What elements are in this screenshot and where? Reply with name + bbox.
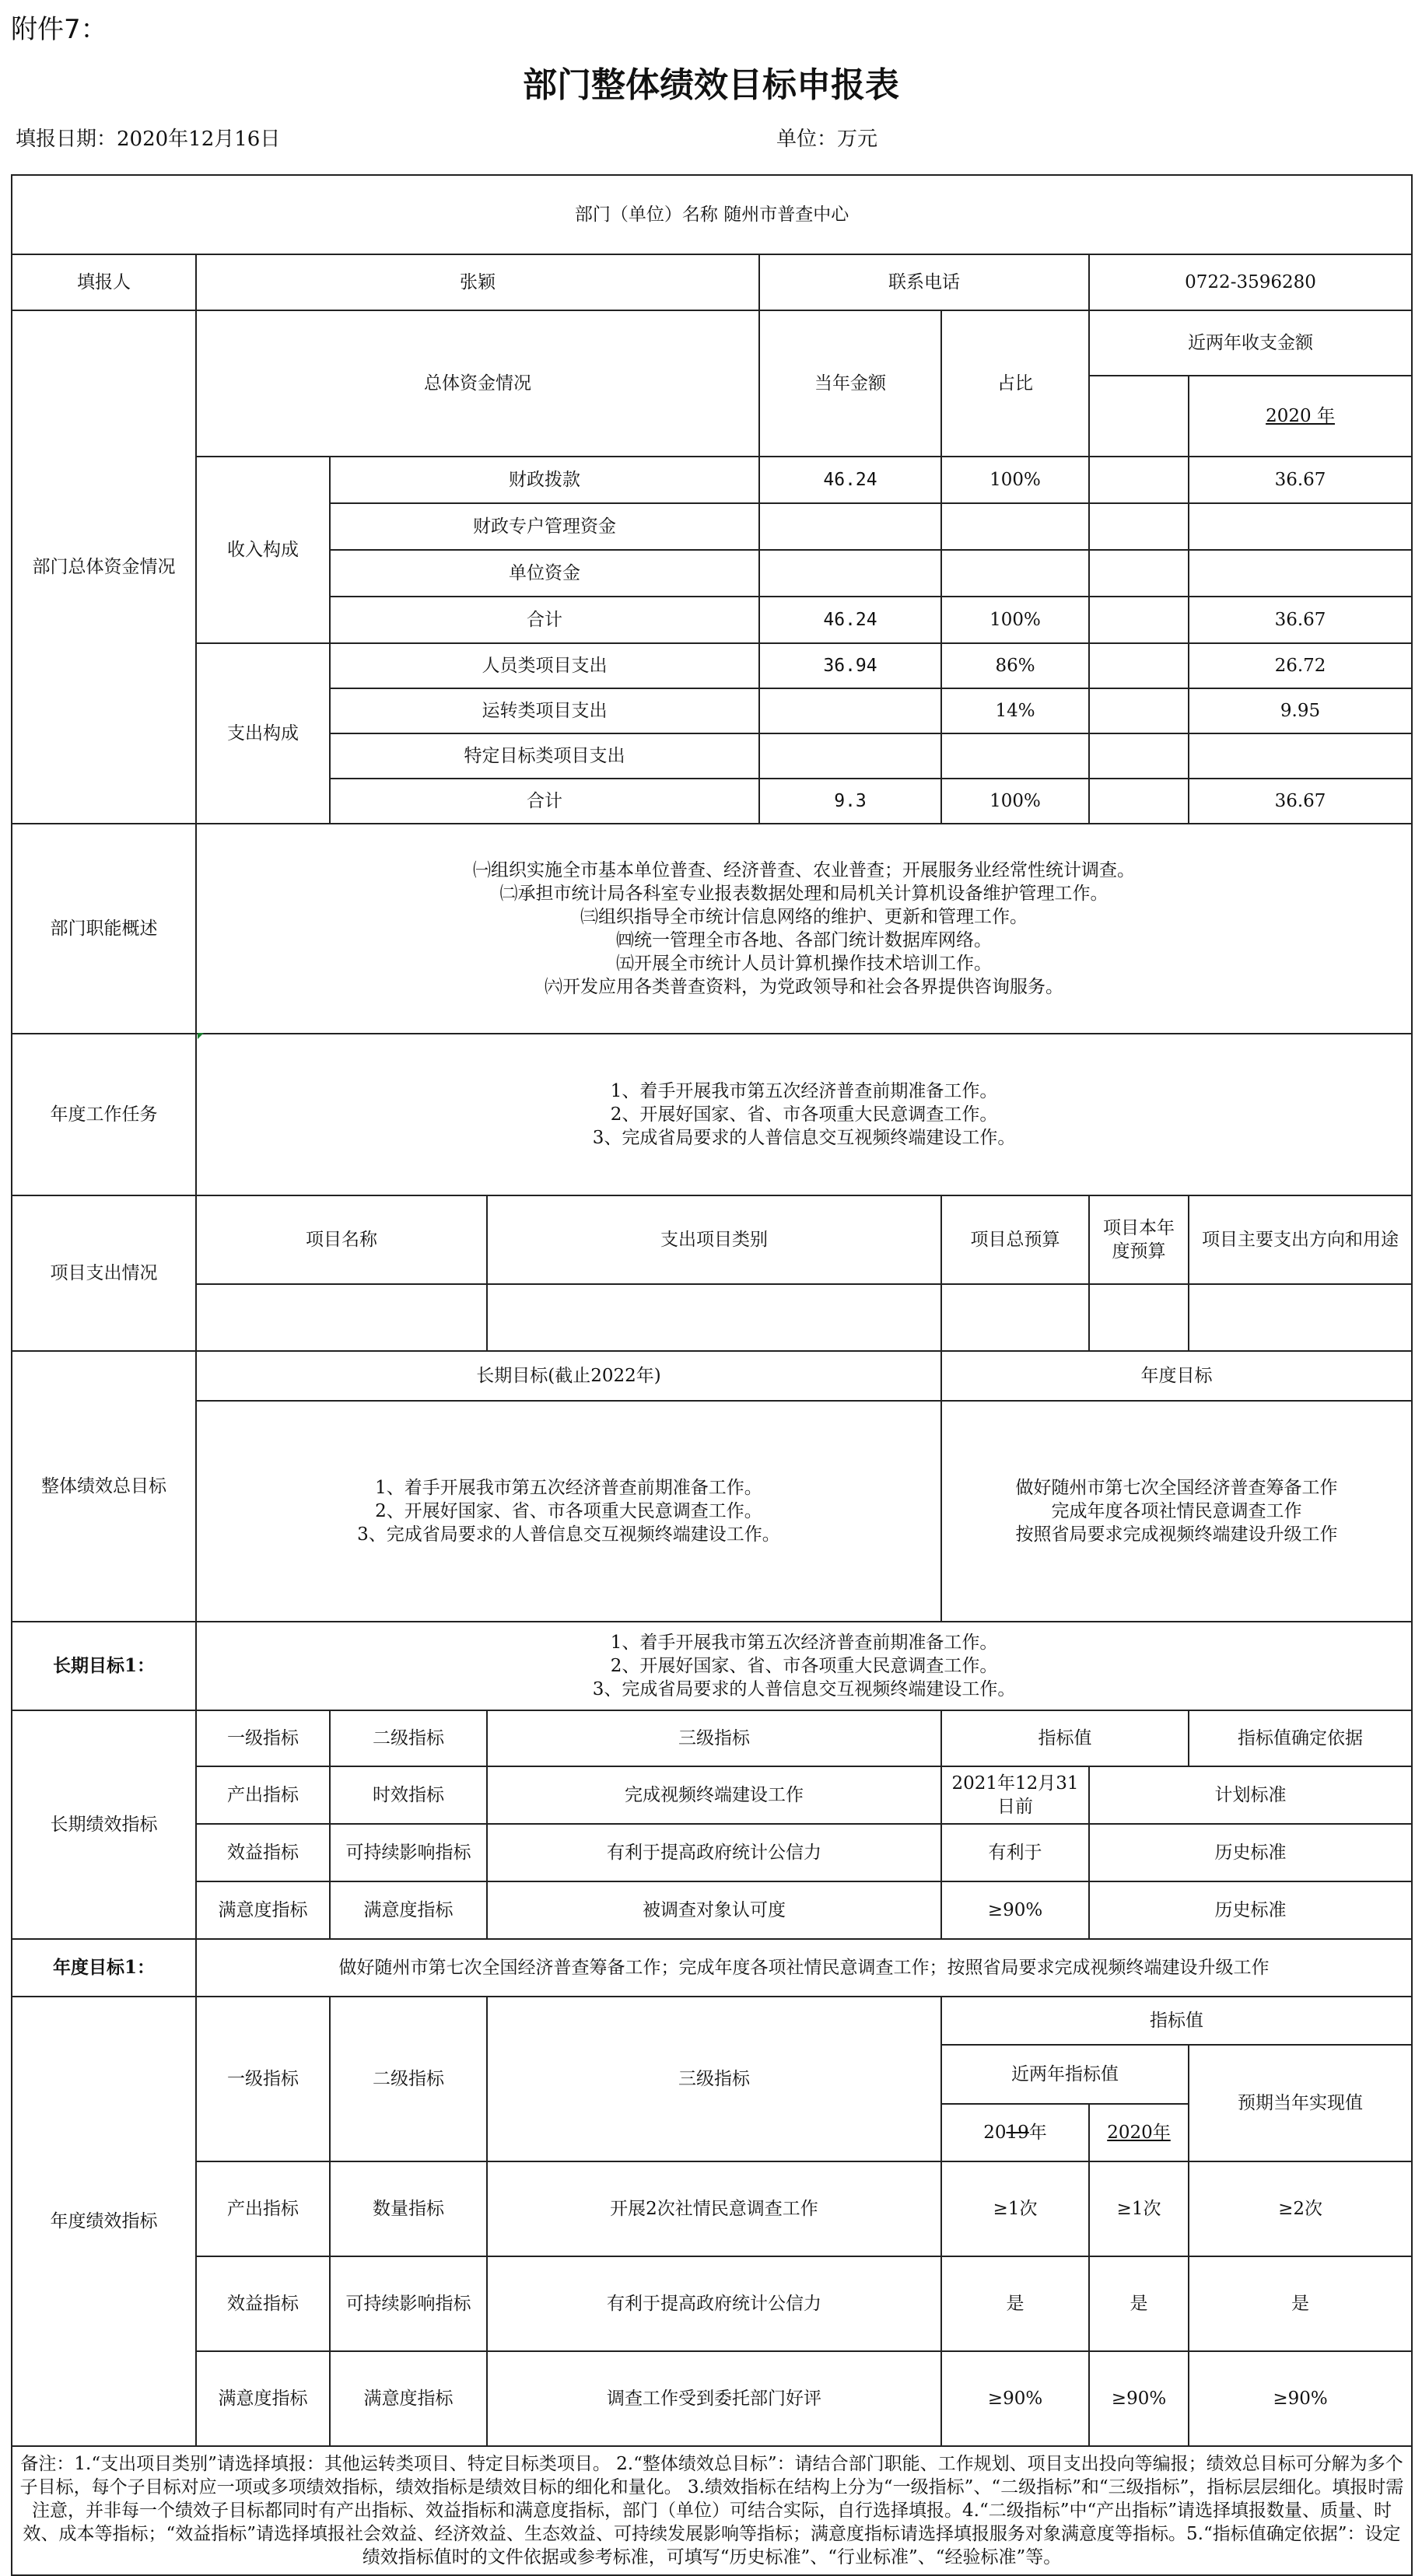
indicator-l1: 满意度指标 <box>196 2351 330 2446</box>
annual-goal1-text: 做好随州市第七次全国经济普查筹备工作；完成年度各项社情民意调查工作；按照省局要求完成视频终端建设升级工作 <box>196 1939 1412 1997</box>
indicator-l1: 效益指标 <box>196 2256 330 2351</box>
year-a-header <box>941 2104 1089 2161</box>
indicator-2020: ≥1次 <box>1089 2161 1189 2256</box>
expense-name: 人员类项目支出 <box>330 643 759 688</box>
phone-label: 联系电话 <box>759 254 1089 310</box>
income-prev: 36.67 <box>1189 457 1412 503</box>
annual-indicators-label: 年度绩效指标 <box>12 1997 196 2446</box>
project-name-header: 项目名称 <box>196 1195 487 1284</box>
indicator-2020: 是 <box>1089 2256 1189 2351</box>
function-line: ㈡承担市统计局各科室专业报表数据处理和局机关计算机设备维护管理工作。 <box>499 884 1109 904</box>
projects-label: 项目支出情况 <box>12 1195 196 1351</box>
expense-ratio: 100% <box>941 779 1089 824</box>
indicator-value: 有利于 <box>941 1824 1089 1881</box>
year-a-pre: 20 <box>983 2123 1007 2143</box>
blank-cell <box>1089 376 1189 457</box>
indicator-2019: 是 <box>941 2256 1089 2351</box>
long-goal-line: 2、开展好国家、省、市各项重大民意调查工作。 <box>375 1501 762 1521</box>
year-a-post: 年 <box>1028 2123 1047 2143</box>
blank-cell <box>1089 688 1189 733</box>
indicator-2019: ≥90% <box>941 2351 1089 2446</box>
indicator-l3: 开展2次社情民意调查工作 <box>487 2161 941 2256</box>
indicator-basis: 历史标准 <box>1089 1881 1412 1939</box>
indicator-l3: 有利于提高政府统计公信力 <box>487 2256 941 2351</box>
dept-row <box>12 175 1412 254</box>
indicator-l1: 满意度指标 <box>196 1881 330 1939</box>
long-goal1-content <box>196 1622 1412 1710</box>
income-name: 财政专户管理资金 <box>330 503 759 550</box>
phone-value: 0722-3596280 <box>1089 254 1412 310</box>
expense-amount: 9.3 <box>759 779 941 824</box>
expense-prev <box>1189 733 1412 779</box>
filler-label: 填报人 <box>12 254 196 310</box>
income-amount: 46.24 <box>759 457 941 503</box>
function-line: ㈤开展全市统计人员计算机操作技术培训工作。 <box>616 954 993 974</box>
indicator-value: ≥90% <box>941 1881 1089 1939</box>
indicator-header: 一级指标 <box>196 1997 330 2161</box>
function-line: ㈢组织指导全市统计信息网络的维护、更新和管理工作。 <box>580 907 1028 927</box>
annual-goal-line: 完成年度各项社情民意调查工作 <box>1051 1501 1302 1521</box>
annual-goal-line: 按照省局要求完成视频终端建设升级工作 <box>1015 1524 1338 1545</box>
overall-goal-label: 整体绩效总目标 <box>12 1351 196 1622</box>
expense-name: 特定目标类项目支出 <box>330 733 759 779</box>
income-name: 财政拨款 <box>330 457 759 503</box>
annual-goal-header: 年度目标 <box>941 1351 1412 1401</box>
long-goal-line: 3、完成省局要求的人普信息交互视频终端建设工作。 <box>357 1524 780 1545</box>
indicator-value: 2021年12月31日前 <box>941 1766 1089 1824</box>
income-label: 收入构成 <box>196 457 330 643</box>
indicator-l3: 有利于提高政府统计公信力 <box>487 1824 941 1881</box>
income-prev <box>1189 550 1412 597</box>
year-b-text: 2020年 <box>1107 2123 1171 2143</box>
indicator-header: 三级指标 <box>487 1997 941 2161</box>
fill-date: 填报日期：2020年12月16日 <box>16 128 281 151</box>
indicator-header: 三级指标 <box>487 1710 941 1766</box>
funds-section-label: 部门总体资金情况 <box>12 310 196 824</box>
comment-marker <box>198 1033 204 1039</box>
indicator-l1: 效益指标 <box>196 1824 330 1881</box>
function-line: ㈥开发应用各类普查资料，为党政领导和社会各界提供咨询服务。 <box>545 977 1064 997</box>
long-goal-line: 1、着手开展我市第五次经济普查前期准备工作。 <box>375 1478 762 1498</box>
income-name: 单位资金 <box>330 550 759 597</box>
indicator-l2: 满意度指标 <box>330 2351 487 2446</box>
expense-prev: 36.67 <box>1189 779 1412 824</box>
blank-cell <box>1089 779 1189 824</box>
expense-prev: 26.72 <box>1189 643 1412 688</box>
ratio-header: 占比 <box>941 310 1089 457</box>
annual-goal1-label: 年度目标1： <box>12 1939 196 1997</box>
income-ratio <box>941 503 1089 550</box>
indicator-basis: 计划标准 <box>1089 1766 1412 1824</box>
expense-ratio: 86% <box>941 643 1089 688</box>
blank-cell <box>1089 503 1189 550</box>
page-title: 部门整体绩效目标申报表 <box>523 65 899 105</box>
income-ratio <box>941 550 1089 597</box>
dept-label: 部门（单位）名称 <box>574 205 718 225</box>
indicator-l3: 被调查对象认可度 <box>487 1881 941 1939</box>
annual-goal-content <box>941 1401 1412 1622</box>
blank-cell <box>941 1284 1089 1351</box>
project-usage-header: 项目主要支出方向和用途 <box>1189 1195 1412 1284</box>
project-category-header: 支出项目类别 <box>487 1195 941 1284</box>
long-goal1-line: 3、完成省局要求的人普信息交互视频终端建设工作。 <box>592 1679 1016 1699</box>
indicator-l2: 时效指标 <box>330 1766 487 1824</box>
expense-name: 合计 <box>330 779 759 824</box>
income-amount <box>759 550 941 597</box>
year-b-header <box>1089 2104 1189 2161</box>
income-name: 合计 <box>330 597 759 643</box>
indicator-l2: 满意度指标 <box>330 1881 487 1939</box>
blank-cell <box>1089 1284 1189 1351</box>
income-ratio: 100% <box>941 457 1089 503</box>
project-annual-header: 项目本年度预算 <box>1089 1195 1189 1284</box>
expense-ratio <box>941 733 1089 779</box>
indicator-l2: 可持续影响指标 <box>330 1824 487 1881</box>
indicator-basis: 历史标准 <box>1089 1824 1412 1881</box>
long-indicators-label: 长期绩效指标 <box>12 1710 196 1939</box>
expense-name: 运转类项目支出 <box>330 688 759 733</box>
form-sheet <box>11 9 1411 2567</box>
task-line: 1、着手开展我市第五次经济普查前期准备工作。 <box>610 1081 998 1101</box>
year-header <box>1189 376 1412 457</box>
indicator-header: 指标值确定依据 <box>1189 1710 1412 1766</box>
indicator-header: 一级指标 <box>196 1710 330 1766</box>
blank-cell <box>1089 733 1189 779</box>
indicator-l2: 数量指标 <box>330 2161 487 2256</box>
indicator-expected: ≥2次 <box>1189 2161 1412 2256</box>
footnote: 备注：1.“支出项目类别”请选择填报：其他运转类项目、特定目标类项目。 2.“整体绩效总目标”：请结合部门职能、工作规划、项目支出投向等编报；绩效总目标可分解为多个子目标，每个子目标对应一项或多项绩效指标，绩效指标是绩效目标的细化和量化。 3.绩效指标在结构上分为“一级指标”、“二级指标”和“三级指标”，指标层层细化。填报时需注意，并非每一个绩效子目标都同时有产出指标、效益指标和满意度指标，部门（单位）可结合实际，自行选择填报。4.“二级指标”中“产出指标”请选择填报数量、质量、时效、成本等指标；“效益指标”请选择填报社会效益、经济效益、生态效益、可持续发展影响等指标；满意度指标请选择填报服务对象满意度等指标。5.“指标值确定依据”：设定绩效指标值时的文件依据或参考标准，可填写“历史标准”、“行业标准”、“经验标准”等。 <box>12 2446 1412 2575</box>
task-line: 3、完成省局要求的人普信息交互视频终端建设工作。 <box>592 1128 1016 1148</box>
indicator-l1: 产出指标 <box>196 1766 330 1824</box>
functions-content <box>196 824 1412 1034</box>
function-line: ㈣统一管理全市各地、各部门统计数据库网络。 <box>616 930 993 950</box>
income-prev <box>1189 503 1412 550</box>
indicator-l3: 完成视频终端建设工作 <box>487 1766 941 1824</box>
income-prev: 36.67 <box>1189 597 1412 643</box>
dept-value: 随州市普查中心 <box>723 205 849 225</box>
indicator-l3: 调查工作受到委托部门好评 <box>487 2351 941 2446</box>
income-amount <box>759 503 941 550</box>
attachment-label: 附件7： <box>11 14 107 45</box>
long-goal1-label: 长期目标1： <box>12 1622 196 1710</box>
long-goal1-line: 1、着手开展我市第五次经济普查前期准备工作。 <box>610 1633 998 1653</box>
blank-cell <box>1189 1284 1412 1351</box>
indicator-l1: 产出指标 <box>196 2161 330 2256</box>
expense-prev: 9.95 <box>1189 688 1412 733</box>
indicator-l2: 可持续影响指标 <box>330 2256 487 2351</box>
indicator-header: 二级指标 <box>330 1710 487 1766</box>
annual-goal-line: 做好随州市第七次全国经济普查筹备工作 <box>1015 1478 1338 1498</box>
expense-label: 支出构成 <box>196 643 330 824</box>
income-ratio: 100% <box>941 597 1089 643</box>
annual-tasks-content <box>196 1034 1412 1195</box>
indicator-2019: ≥1次 <box>941 2161 1089 2256</box>
expense-amount <box>759 688 941 733</box>
long-goal-header: 长期目标(截止2022年) <box>196 1351 941 1401</box>
year-header-text: 2020 年 <box>1266 406 1335 426</box>
indicator-expected: 是 <box>1189 2256 1412 2351</box>
expense-amount: 36.94 <box>759 643 941 688</box>
unit-label: 单位：万元 <box>776 128 878 151</box>
blank-cell <box>487 1284 941 1351</box>
annual-tasks-label: 年度工作任务 <box>12 1034 196 1195</box>
function-line: ㈠组织实施全市基本单位普查、经济普查、农业普查；开展服务业经常性统计调查。 <box>473 860 1136 880</box>
indicator-2020: ≥90% <box>1089 2351 1189 2446</box>
amount-header: 当年金额 <box>759 310 941 457</box>
filler-value: 张颖 <box>196 254 759 310</box>
year-a-strike: 19 <box>1006 2123 1029 2143</box>
report-table <box>11 174 1413 2576</box>
blank-cell <box>1089 643 1189 688</box>
functions-label: 部门职能概述 <box>12 824 196 1034</box>
long-goal1-line: 2、开展好国家、省、市各项重大民意调查工作。 <box>610 1656 998 1676</box>
indicator-value-header: 指标值 <box>941 1997 1412 2045</box>
two-year-value-header: 近两年指标值 <box>941 2045 1189 2104</box>
long-goal-content <box>196 1401 941 1622</box>
blank-cell <box>1089 457 1189 503</box>
expected-value-header: 预期当年实现值 <box>1189 2045 1412 2161</box>
indicator-expected: ≥90% <box>1189 2351 1412 2446</box>
blank-cell <box>1089 550 1189 597</box>
indicator-header: 指标值 <box>941 1710 1189 1766</box>
indicator-header: 二级指标 <box>330 1997 487 2161</box>
expense-amount <box>759 733 941 779</box>
expense-ratio: 14% <box>941 688 1089 733</box>
two-year-header: 近两年收支金额 <box>1089 310 1412 376</box>
overall-funds-label: 总体资金情况 <box>196 310 759 457</box>
blank-cell <box>1089 597 1189 643</box>
project-total-header: 项目总预算 <box>941 1195 1089 1284</box>
income-amount: 46.24 <box>759 597 941 643</box>
blank-cell <box>196 1284 487 1351</box>
task-line: 2、开展好国家、省、市各项重大民意调查工作。 <box>610 1104 998 1125</box>
